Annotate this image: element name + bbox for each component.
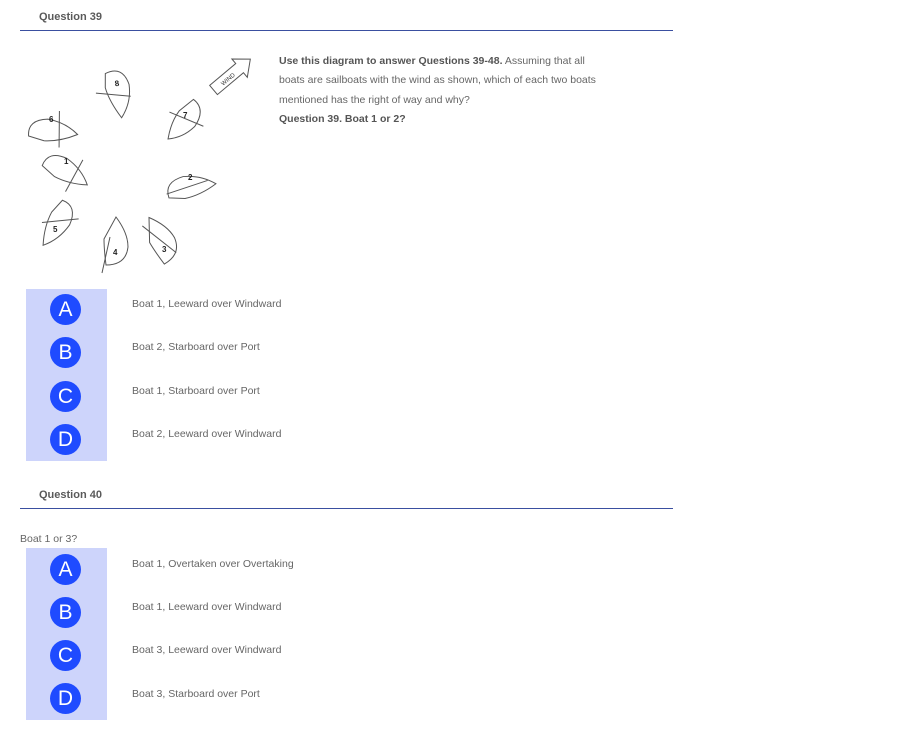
option-d-button[interactable]: D xyxy=(50,683,81,714)
boat-6 xyxy=(27,106,81,150)
option-b-text[interactable]: Boat 2, Starboard over Port xyxy=(132,341,260,353)
question-40-answer-column xyxy=(26,548,107,720)
question-39-heading: Question 39 xyxy=(39,11,102,23)
option-d-text[interactable]: Boat 2, Leeward over Windward xyxy=(132,428,282,440)
option-c-button[interactable]: C xyxy=(50,640,81,671)
question-40-divider xyxy=(20,508,673,509)
boat-7 xyxy=(155,94,212,151)
svg-text:3: 3 xyxy=(162,245,167,254)
option-d-text[interactable]: Boat 3, Starboard over Port xyxy=(132,688,260,700)
option-c-text[interactable]: Boat 1, Starboard over Port xyxy=(132,385,260,397)
boat-1 xyxy=(37,142,98,199)
option-a-button[interactable]: A xyxy=(50,554,81,585)
question-40-prompt: Boat 1 or 3? xyxy=(20,533,78,545)
question-39-prompt xyxy=(279,52,599,129)
wind-arrow-icon xyxy=(206,50,258,99)
option-a-text[interactable]: Boat 1, Overtaken over Overtaking xyxy=(132,558,294,570)
svg-text:8: 8 xyxy=(114,78,120,89)
option-b-text[interactable]: Boat 1, Leeward over Windward xyxy=(132,601,282,613)
option-a-text[interactable]: Boat 1, Leeward over Windward xyxy=(132,298,282,310)
svg-text:5: 5 xyxy=(53,225,58,234)
svg-text:7: 7 xyxy=(183,111,188,120)
svg-text:4: 4 xyxy=(113,248,118,257)
boat-4 xyxy=(102,217,128,273)
option-c-text[interactable]: Boat 3, Leeward over Windward xyxy=(132,644,282,656)
sailing-diagram xyxy=(20,50,270,280)
svg-text:1: 1 xyxy=(64,157,69,166)
boat-5 xyxy=(32,197,83,253)
boat-2 xyxy=(165,171,217,200)
question-39-answer-column xyxy=(26,289,107,461)
svg-text:6: 6 xyxy=(49,115,54,124)
question-40-heading: Question 40 xyxy=(39,489,102,501)
prompt-intro: Use this diagram to answer Questions 39-48. xyxy=(279,55,503,67)
option-a-button[interactable]: A xyxy=(50,294,81,325)
wind-label: WIND xyxy=(220,72,237,88)
question-39-divider xyxy=(20,30,673,31)
boat-3 xyxy=(139,211,184,265)
option-c-button[interactable]: C xyxy=(50,381,81,412)
option-b-button[interactable]: B xyxy=(50,337,81,368)
option-b-button[interactable]: B xyxy=(50,597,81,628)
prompt-body: Assuming that all boats are sailboats with the wind as shown, which of each two boats mentioned has the right of way and why? xyxy=(279,55,596,106)
boat-8 xyxy=(93,69,133,121)
option-d-button[interactable]: D xyxy=(50,424,81,455)
svg-text:2: 2 xyxy=(188,173,193,182)
prompt-question: Question 39. Boat 1 or 2? xyxy=(279,112,406,125)
